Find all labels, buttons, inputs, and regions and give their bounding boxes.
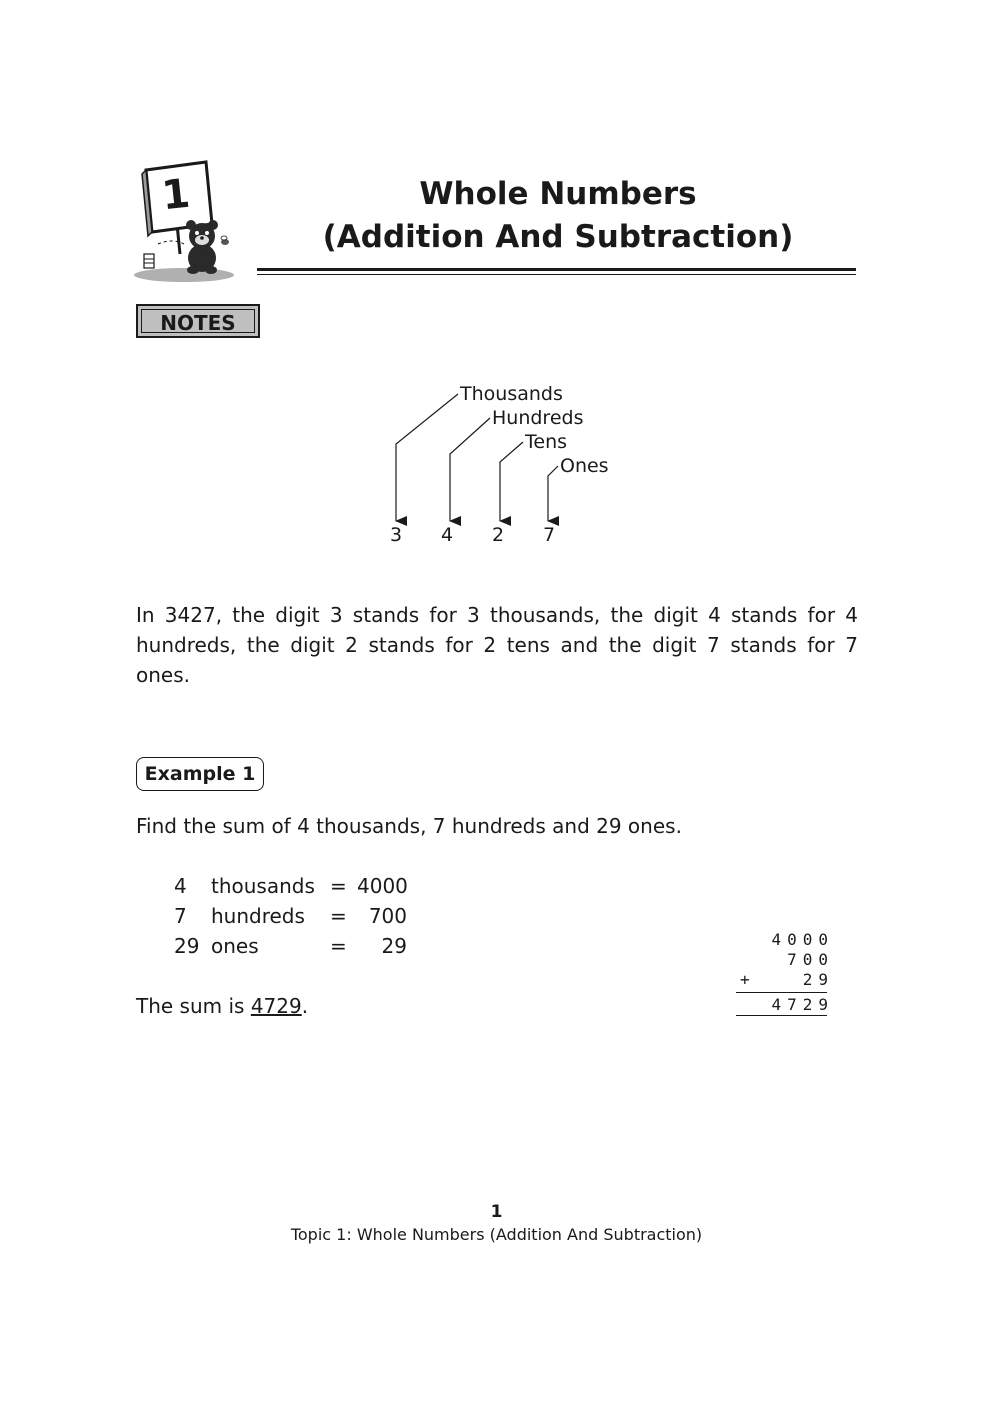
chapter-title-line-1: Whole Numbers bbox=[419, 176, 697, 212]
digit-thousands: 3 bbox=[389, 524, 403, 546]
row3-count: 29 bbox=[174, 934, 200, 958]
title-rule-thick bbox=[257, 268, 856, 271]
example-badge bbox=[136, 757, 264, 791]
running-footer: Topic 1: Whole Numbers (Addition And Subtraction) bbox=[290, 1225, 703, 1244]
example-question: Find the sum of 4 thousands, 7 hundreds and 29 ones. bbox=[136, 814, 682, 838]
title-rule-thin bbox=[257, 274, 856, 275]
label-ones: Ones bbox=[560, 455, 609, 477]
row1-unit: thousands bbox=[211, 874, 315, 898]
row3-unit: ones bbox=[211, 934, 259, 958]
vertical-addend-1: 4000 bbox=[771, 930, 834, 949]
row3-value: 29 bbox=[381, 934, 407, 958]
row2-count: 7 bbox=[174, 904, 187, 928]
sum-prefix: The sum is bbox=[136, 994, 251, 1018]
tens-pointer bbox=[500, 442, 523, 521]
chapter-number-illustration bbox=[132, 158, 244, 284]
sum-value: 4729 bbox=[250, 994, 302, 1018]
notes-badge bbox=[136, 304, 260, 338]
example-label: Example 1 bbox=[144, 763, 256, 785]
vertical-addend-2: 700 bbox=[787, 950, 834, 969]
chapter-title-line-2: (Addition And Subtraction) bbox=[322, 219, 794, 255]
row2-value: 700 bbox=[368, 904, 407, 928]
row2-unit: hundreds bbox=[211, 904, 305, 928]
vertical-result: 4729 bbox=[771, 995, 834, 1014]
vertical-addend-3: 29 bbox=[802, 970, 834, 989]
digit-tens: 2 bbox=[491, 524, 505, 546]
chapter-number: 1 bbox=[159, 170, 193, 220]
label-tens: Tens bbox=[525, 431, 568, 453]
sum-sentence bbox=[136, 994, 308, 1018]
hundreds-pointer bbox=[450, 418, 490, 521]
label-hundreds: Hundreds bbox=[492, 407, 584, 429]
vertical-sum-rule-top bbox=[736, 992, 827, 993]
thousands-pointer bbox=[396, 394, 458, 521]
sum-suffix: . bbox=[301, 994, 309, 1018]
vertical-plus-sign: + bbox=[740, 970, 750, 989]
notes-label: NOTES bbox=[160, 311, 236, 335]
place-value-explanation: In 3427, the digit 3 stands for 3 thousands, the digit 4 stands for 4 hundreds, the digit 2 stands for 2 tens and the digit 7 stands for 7 ones. bbox=[136, 603, 858, 687]
row1-count: 4 bbox=[174, 874, 187, 898]
row2-equals: = bbox=[330, 904, 347, 928]
page-number: 1 bbox=[490, 1202, 503, 1222]
row1-value: 4000 bbox=[357, 874, 408, 898]
vertical-sum-rule-bottom bbox=[736, 1015, 827, 1016]
row3-equals: = bbox=[330, 934, 347, 958]
label-thousands: Thousands bbox=[460, 383, 563, 405]
row1-equals: = bbox=[330, 874, 347, 898]
digit-hundreds: 4 bbox=[440, 524, 454, 546]
digit-ones: 7 bbox=[542, 524, 556, 546]
ones-pointer bbox=[548, 466, 558, 521]
